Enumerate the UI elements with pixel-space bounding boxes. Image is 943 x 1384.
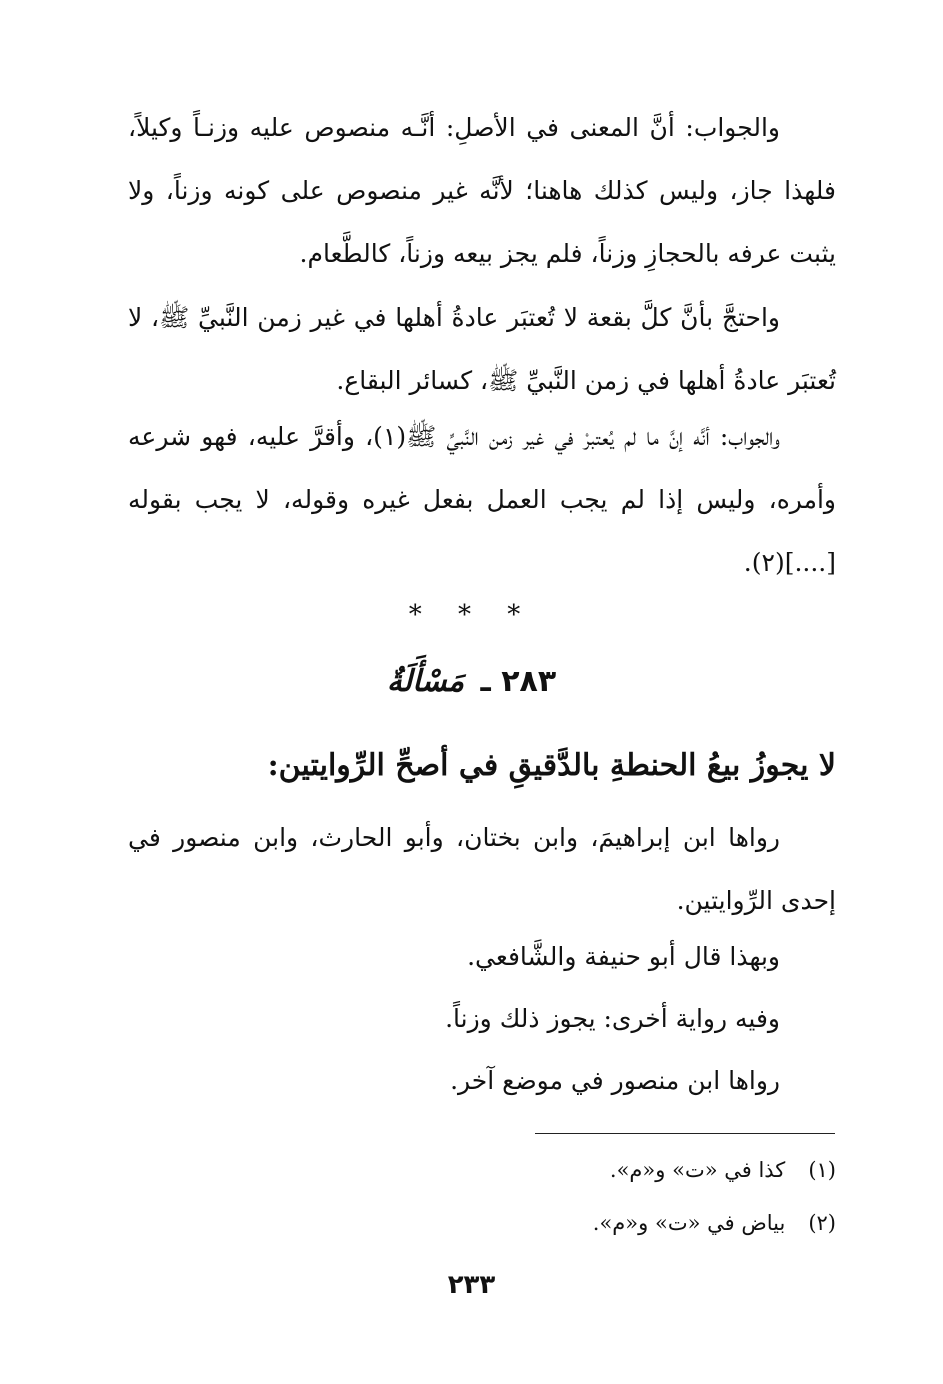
issue-heading (0, 664, 943, 699)
footnote-1 (128, 1152, 836, 1188)
argument-paragraph: واحتجَّ بأنَّ كلَّ بقعة لا تُعتبَر عادةُ أهلها في غير زمن النَّبيِّ ﷺ، لا تُعتبَر عادةُ أهلها في زمن النَّبيِّ ﷺ، كسائر البقاع. (128, 303, 836, 395)
page-number: ٢٣٣ (447, 1270, 496, 1300)
answer-paragraph-2: والجواب: أنَّه إنَّ ما لم يُعتبرْ في غير زمن النَّبيِّ ﷺ(١)، وأقرَّ عليه، فهو شرعه وأمره، وليس إذا لم يجب العمل بفعل غيره وقوله، لا يجب بقوله [....](٢). (128, 422, 836, 577)
footnote-divider (535, 1133, 835, 1134)
opinion-paragraph: وبهذا قال أبو حنيفة والشَّافعي. (467, 942, 780, 971)
issue-number: ٢٨٣ ـ (480, 664, 557, 699)
issue-word: مَسْأَلَةٌ (386, 664, 465, 699)
footnote-2-text: بياض في «ت» و«م». (592, 1211, 786, 1235)
ruling-title: لا يجوزُ بيعُ الحنطةِ بالدَّقيقِ في أصحِّ الرِّوايتين: (267, 748, 836, 783)
footnote-2 (128, 1205, 836, 1241)
footnote-1-number: (١) (808, 1158, 836, 1182)
section-separator: * * * (408, 600, 535, 630)
narration-paragraph: رواها ابن إبراهيمَ، وابن بختان، وأبو الحارث، وابن منصور في إحدى الرِّوايتين. (128, 823, 836, 915)
footnote-2-number: (٢) (808, 1211, 836, 1235)
answer-paragraph-1: والجواب: أنَّ المعنى في الأصلِ: أنَّـه منصوص عليه وزنـاً وكيلاً، فلهذا جاز، وليس كذلك هاهنا؛ لأنَّه غير منصوص على كونه وزناً، ولا يثبت عرفه بالحجازِ وزناً، فلم يجز بيعه وزناً، كالطَّعام. (128, 113, 836, 268)
other-narration-paragraph: وفيه رواية أخرى: يجوز ذلك وزناً. (445, 1004, 780, 1033)
other-narration-source-paragraph: رواها ابن منصور في موضع آخر. (450, 1066, 780, 1095)
footnote-1-text: كذا في «ت» و«م». (609, 1158, 786, 1182)
